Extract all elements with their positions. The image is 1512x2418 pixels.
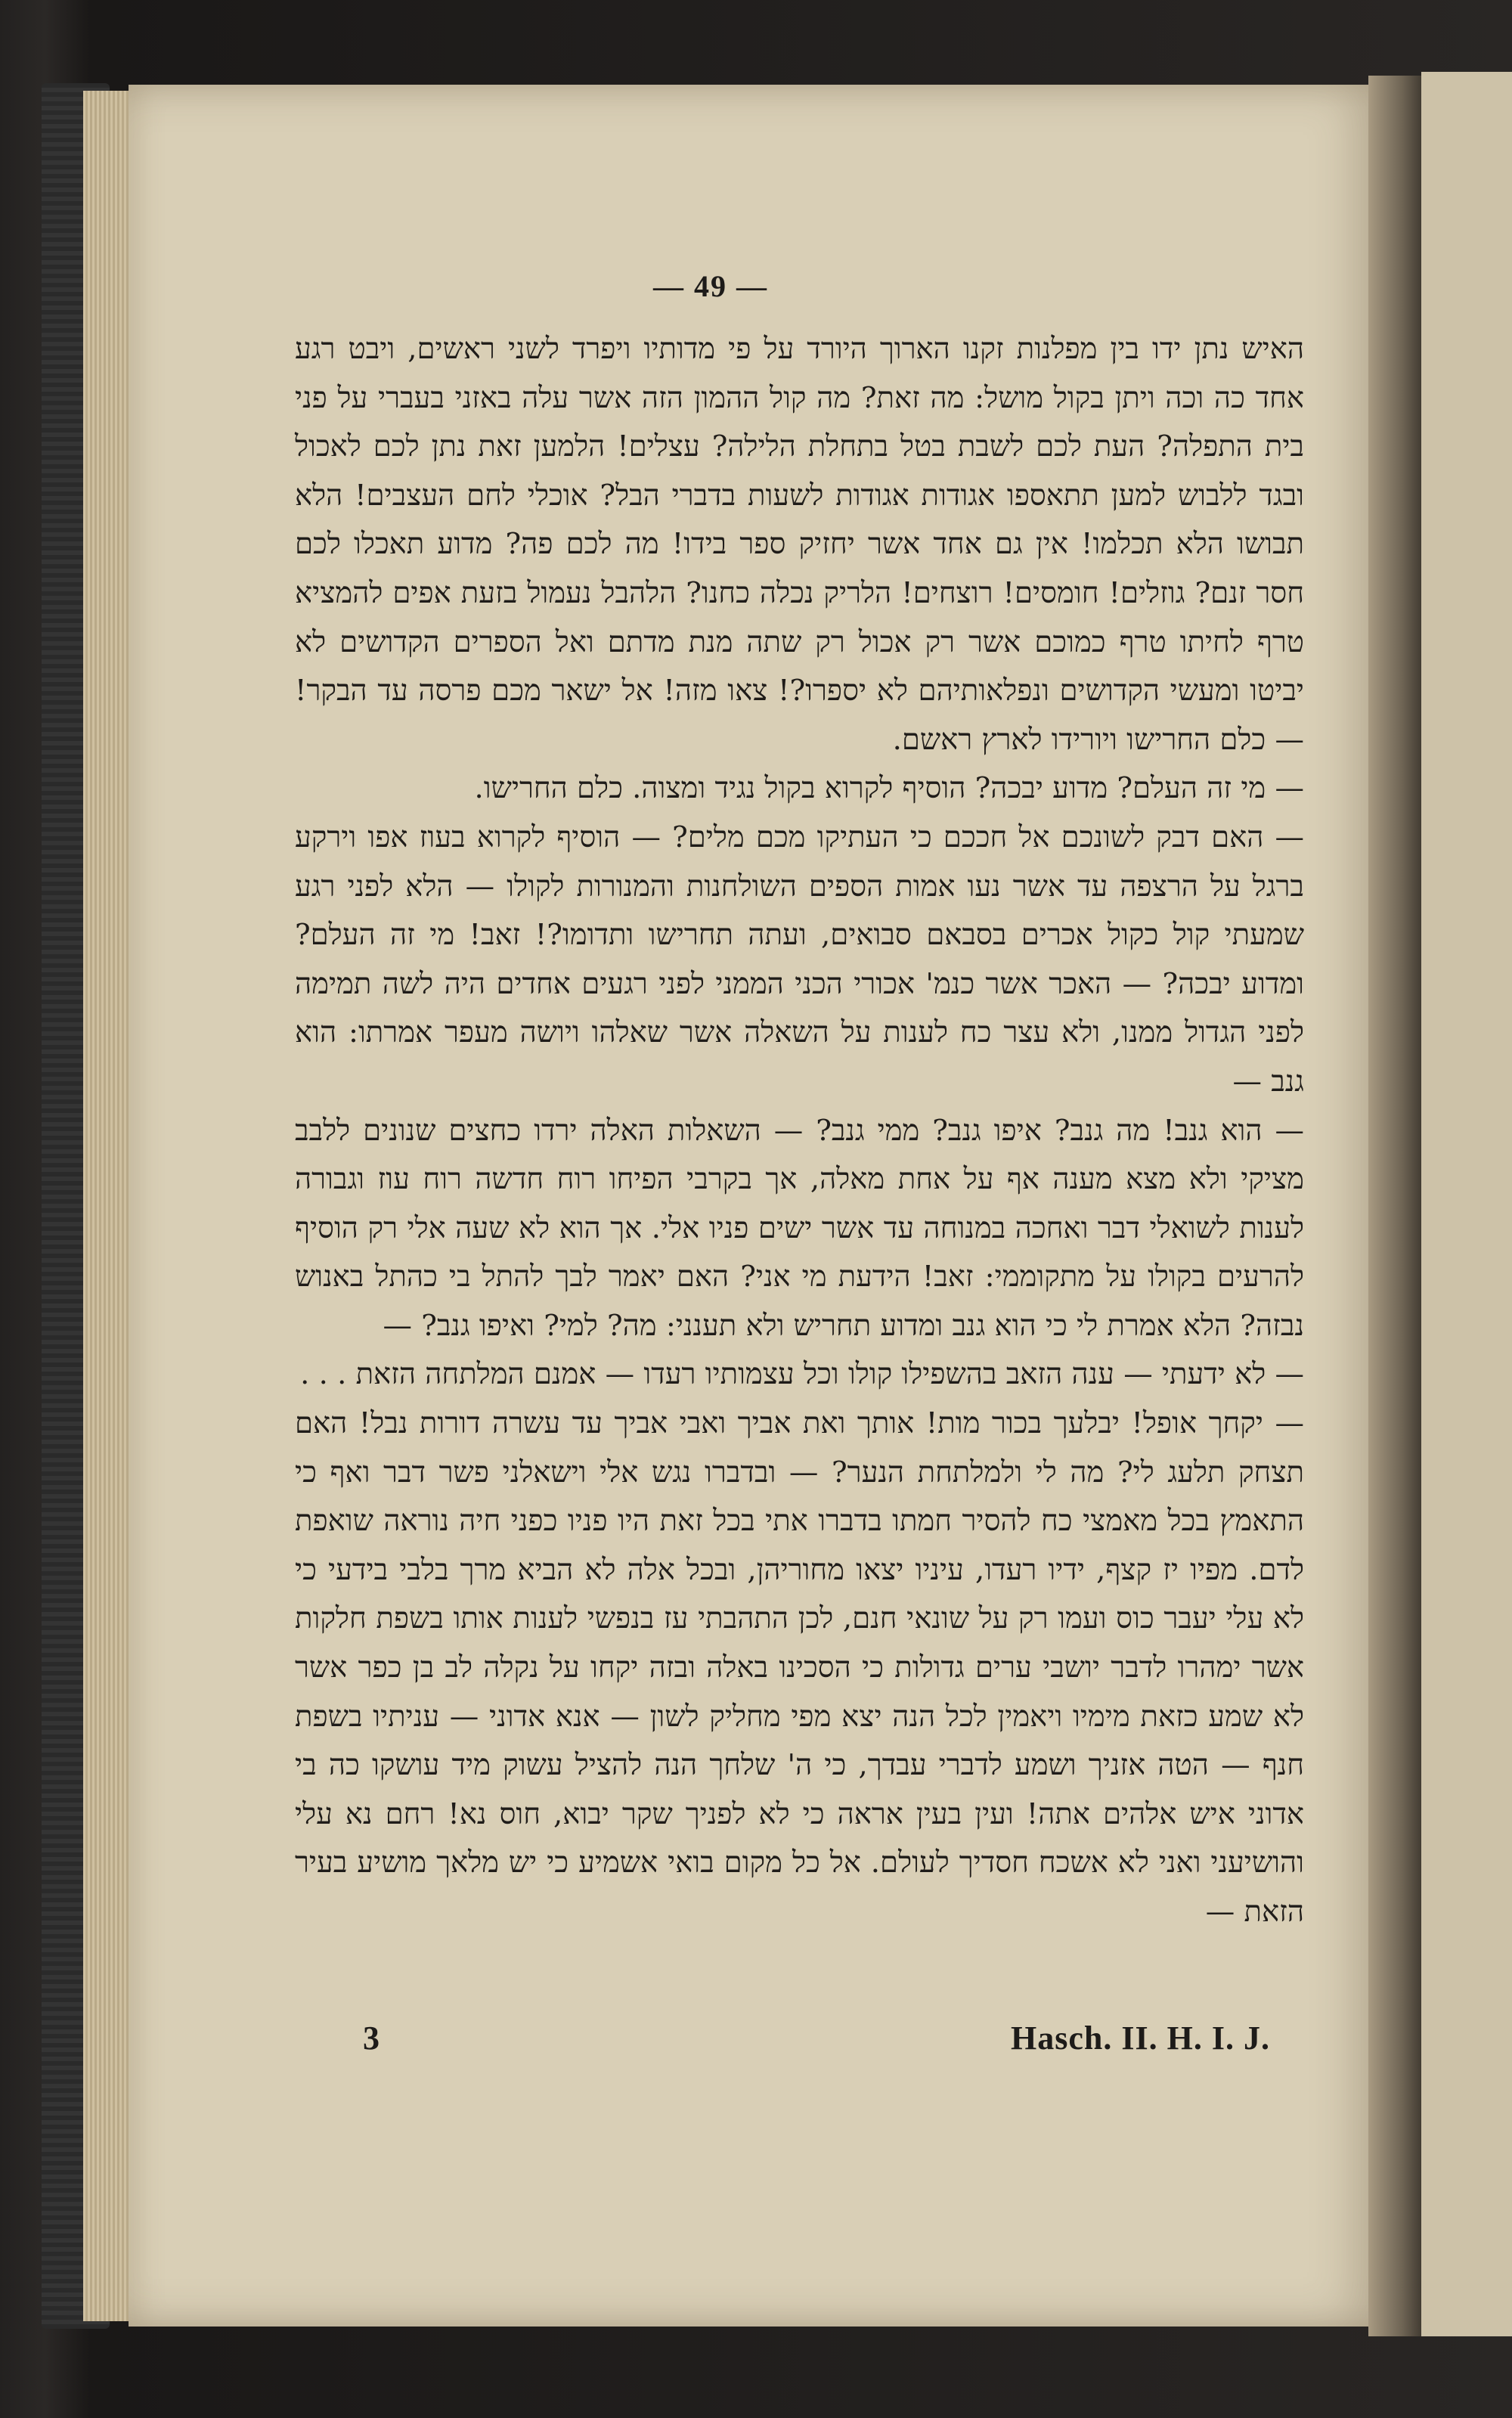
- book-gutter: [1368, 76, 1425, 2336]
- paragraph: — יקחך אופל! יבלעך בכור מות! אותך ואת אביך ואבי אביך עד עשרה דורות נבל! האם תצחק תלעג לי? מה לי ולמלתחת הנער? — ובדברו נגש אלי וישאלני פשר דבר ואף כי התאמץ בכל מאמצי כח להסיר חמתו בדברו אתי בכל זאת היו פניו כפני חיה נוראה שואפת לדם. מפיו יז קצף, ידיו רעדו, עיניו יצאו מחוריהן, ובכל אלה לא הביא מרך בלבי בידעי כי לא עלי יעבר כוס ועמו רק על שונאי חנם, לכן התהבתי עז בנפשי לענות אותו בשפת חלקות אשר ימהרו לדבר יושבי ערים גדולות כי הסכינו באלה ובזה יקחו על נקלה לב בן כפר אשר לא שמע כזאת מימיו ויאמין לכל הנה יצא מפי מחליק לשון — אנא אדוני — עניתיו בשפת חנף — הטה אזניך ושמע לדברי עבדך, כי ה' שלחך הנה להציל עשוק מיד עושקו כה בי אדוני איש אלהים אתה! ועין בעין אראה כי לא לפניך שקר יבוא, חוס נא! רחם נא עלי והושיעני ואני לא אשכח חסדיך לעולם. אל כל מקום בואי אשמיע כי יש מלאך מושיע בעיר הזאת —: [295, 1406, 1304, 1929]
- paragraph: האיש נתן ידו בין מפלנות זקנו הארוך היורד על פי מדותיו ויפרד לשני ראשים, ויבט רגע אחד כה וכה ויתן בקול מושל: מה זאת? מה קול ההמון הזה אשר עלה באזני בעברי על פני בית התפלה? העת לכם לשבת בטל בתחלת הלילה? עצלים! הלמען זאת נתן לכם לאכול ובגד ללבוש למען תתאספו אגודות אגודות לשעות בדברי הבל? אוכלי לחם העצבים! הלא תבושו הלא תכלמו! אין גם אחד אשר יחזיק ספר בידו! מה לכם פה? מדוע תאכלו לכם חסר זנם? גוזלים! חומסים! רוצחים! הלריק נכלה כחנו? הלהבל נעמול בזעת אפים להמציא טרף לחיתו טרף כמוכם אשר רק אכול רק שתה מנת מדתם ואל הספרים הקדושים לא יביטו ומעשי הקדושים ונפלאותיהם לא יספרו?! צאו מזה! אל ישאר מכם פרסה עד הבקר! — כלם החרישו ויורידו לארץ ראשם.: [295, 332, 1304, 757]
- signature-mark: 3: [363, 2020, 380, 2057]
- facing-page-edge: [1421, 72, 1512, 2336]
- paragraph: — לא ידעתי — ענה הזאב בהשפילו קולו וכל עצמותיו רעדו — אמנם המלתחה הזאת . . .: [300, 1357, 1304, 1392]
- paragraph: — מי זה העלם? מדוע יבכה? הוסיף לקרוא בקול נגיד ומצוה. כלם החרישו.: [474, 771, 1304, 806]
- body-text: [295, 325, 1304, 1989]
- paragraph: — הוא גנב! מה גנב? איפו גנב? ממי גנב? — השאלות האלה ירדו כחצים שנונים ללבב מציקי ולא מצא מענה אף על אחת מאלה, אך בקרבי הפיחו רוח חדשה רוח עוז וגבורה לענות לשואלי דבר ואחכה במנוחה עד אשר ישים פניו אלי. אך הוא לא שעה אלי רק הוסיף להרעים בקולו על מתקוממי: זאב! הידעת מי אני? האם יאמר לבך להתל בי כהתל באנוש נבזה? הלא אמרת לי כי הוא גנב ומדוע תחריש ולא תענני: מה? למי? ואיפו גנב? —: [295, 1113, 1304, 1343]
- footer-reference: Hasch. II. H. I. J.: [1011, 2020, 1270, 2057]
- page-footer: [363, 2019, 1270, 2072]
- paragraph: — האם דבק לשונכם אל חככם כי העתיקו מכם מלים? — הוסיף לקרוא בעוז אפו וירקע ברגל על הרצפה עד אשר נעו אמות הספים השולחנות והמנורות לקולו — הלא לפני רגע שמעתי קול כקול אכרים בסבאם סבואים, ועתה תחרישו ותדומו?! זאב! מי זה העלם? ומדוע יבכה? — האכר אשר כנמ' אכורי הכני הממני לפני רגעים אחדים היה לשה תמימה לפני הגדול ממנו, ולא עצר כח לענות על השאלה אשר שאלהו ויושה מעפר אמרתו: הוא גנב —: [295, 820, 1304, 1099]
- running-head-page-number: — 49 —: [653, 269, 768, 303]
